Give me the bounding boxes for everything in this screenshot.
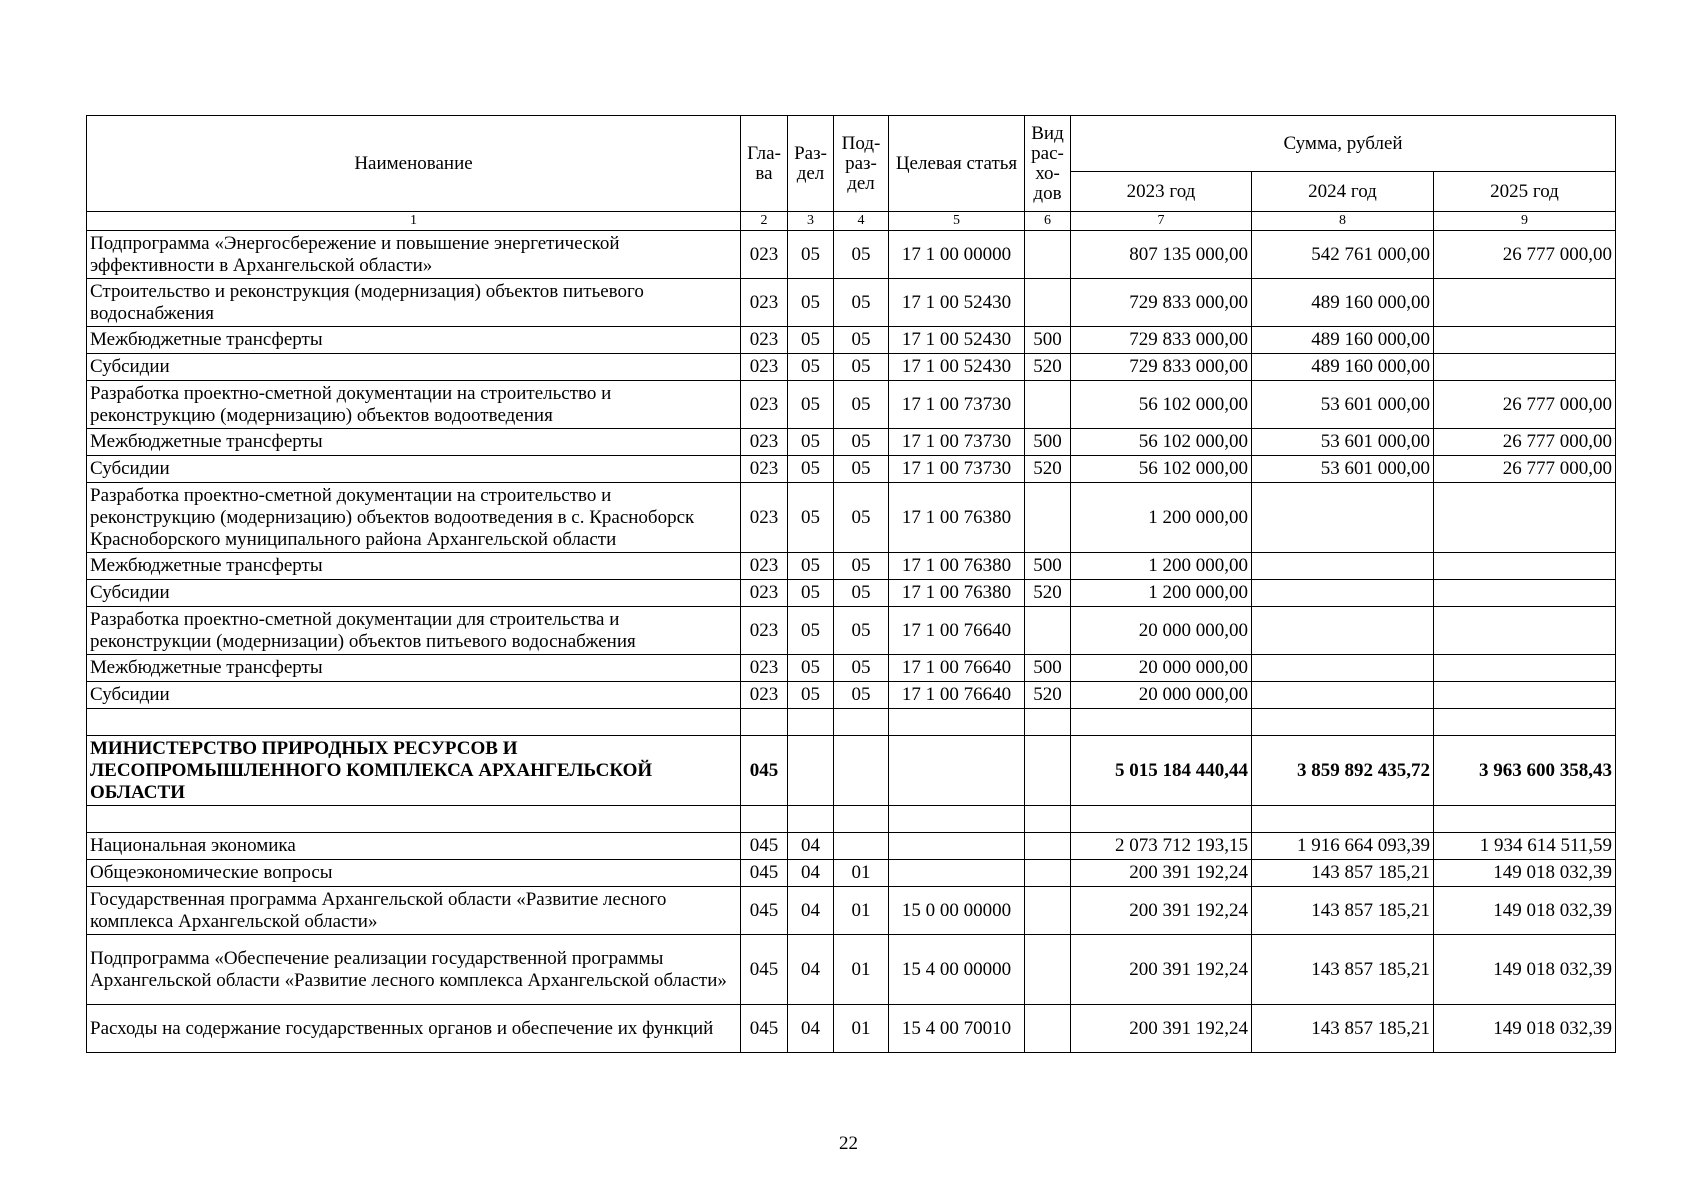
row-glava: 023 <box>741 682 788 709</box>
row-amount-2024: 489 160 000,00 <box>1252 279 1434 327</box>
table-row <box>87 429 1616 456</box>
row-vid <box>1025 736 1071 806</box>
row-podrazdel: 05 <box>834 553 889 580</box>
row-name: Межбюджетные трансферты <box>87 655 741 682</box>
row-name: Межбюджетные трансферты <box>87 429 741 456</box>
row-vid: 500 <box>1025 655 1071 682</box>
table-row <box>87 682 1616 709</box>
row-vid <box>1025 709 1071 736</box>
row-amount-2025 <box>1434 354 1616 381</box>
row-glava <box>741 709 788 736</box>
table-row <box>87 709 1616 736</box>
row-amount-2023: 729 833 000,00 <box>1071 354 1252 381</box>
row-target: 17 1 00 00000 <box>889 231 1025 279</box>
page-number: 22 <box>839 1133 858 1154</box>
table-header <box>87 116 1616 231</box>
row-razdel: 05 <box>788 327 834 354</box>
row-podrazdel: 05 <box>834 483 889 553</box>
row-target <box>889 736 1025 806</box>
row-name: Строительство и реконструкция (модернизация) объектов питьевого водоснабжения <box>87 279 741 327</box>
row-name: Разработка проектно-сметной документации на строительство и реконструкцию (модернизацию) объектов водоотведения в с. Красноборск Красноборского муниципального района Архангельской области <box>87 483 741 553</box>
row-amount-2025 <box>1434 709 1616 736</box>
row-amount-2024: 53 601 000,00 <box>1252 456 1434 483</box>
row-name: Субсидии <box>87 354 741 381</box>
row-podrazdel: 05 <box>834 429 889 456</box>
table-row <box>87 1005 1616 1053</box>
row-name: Субсидии <box>87 580 741 607</box>
table-row <box>87 887 1616 935</box>
row-vid <box>1025 1005 1071 1053</box>
row-vid <box>1025 935 1071 1005</box>
table-row <box>87 833 1616 860</box>
row-amount-2025 <box>1434 607 1616 655</box>
row-amount-2024: 143 857 185,21 <box>1252 887 1434 935</box>
table-row <box>87 607 1616 655</box>
row-name: Государственная программа Архангельской области «Развитие лесного комплекса Архангельской области» <box>87 887 741 935</box>
row-podrazdel: 05 <box>834 231 889 279</box>
row-amount-2024: 143 857 185,21 <box>1252 860 1434 887</box>
row-glava: 023 <box>741 231 788 279</box>
row-name: Разработка проектно-сметной документации для строительства и реконструкции (модернизации) объектов питьевого водоснабжения <box>87 607 741 655</box>
row-razdel: 05 <box>788 553 834 580</box>
row-podrazdel: 01 <box>834 935 889 1005</box>
row-amount-2023: 729 833 000,00 <box>1071 279 1252 327</box>
row-razdel: 05 <box>788 580 834 607</box>
row-vid: 500 <box>1025 553 1071 580</box>
row-target: 15 0 00 00000 <box>889 887 1025 935</box>
row-amount-2025 <box>1434 655 1616 682</box>
row-razdel <box>788 806 834 833</box>
row-podrazdel <box>834 833 889 860</box>
row-amount-2025 <box>1434 553 1616 580</box>
row-vid: 500 <box>1025 327 1071 354</box>
row-target <box>889 860 1025 887</box>
row-glava: 023 <box>741 607 788 655</box>
row-amount-2025: 26 777 000,00 <box>1434 231 1616 279</box>
row-razdel: 04 <box>788 833 834 860</box>
row-amount-2025 <box>1434 483 1616 553</box>
row-glava: 045 <box>741 935 788 1005</box>
header-podrazdel: Под-раз-дел <box>834 116 889 212</box>
row-amount-2024 <box>1252 607 1434 655</box>
row-amount-2024: 489 160 000,00 <box>1252 327 1434 354</box>
row-glava: 023 <box>741 354 788 381</box>
row-razdel: 05 <box>788 483 834 553</box>
row-podrazdel: 05 <box>834 327 889 354</box>
row-amount-2024: 542 761 000,00 <box>1252 231 1434 279</box>
row-glava: 045 <box>741 860 788 887</box>
row-vid: 520 <box>1025 354 1071 381</box>
row-amount-2024: 1 916 664 093,39 <box>1252 833 1434 860</box>
column-number: 6 <box>1025 212 1071 231</box>
row-name: Общеэкономические вопросы <box>87 860 741 887</box>
row-target: 17 1 00 76380 <box>889 553 1025 580</box>
row-vid <box>1025 806 1071 833</box>
row-amount-2023: 5 015 184 440,44 <box>1071 736 1252 806</box>
row-vid <box>1025 607 1071 655</box>
row-razdel: 05 <box>788 354 834 381</box>
row-target: 17 1 00 52430 <box>889 279 1025 327</box>
column-number: 4 <box>834 212 889 231</box>
row-amount-2023: 200 391 192,24 <box>1071 887 1252 935</box>
row-name: Субсидии <box>87 682 741 709</box>
header-sum: Сумма, рублей <box>1071 116 1616 172</box>
row-target: 17 1 00 76380 <box>889 483 1025 553</box>
row-amount-2025: 26 777 000,00 <box>1434 381 1616 429</box>
row-name: МИНИСТЕРСТВО ПРИРОДНЫХ РЕСУРСОВ И ЛЕСОПРОМЫШЛЕННОГО КОМПЛЕКСА АРХАНГЕЛЬСКОЙ ОБЛАСТИ <box>87 736 741 806</box>
row-amount-2023: 56 102 000,00 <box>1071 456 1252 483</box>
row-glava: 023 <box>741 456 788 483</box>
table-row <box>87 860 1616 887</box>
table-row <box>87 483 1616 553</box>
table-row <box>87 354 1616 381</box>
row-podrazdel <box>834 709 889 736</box>
row-amount-2025: 149 018 032,39 <box>1434 860 1616 887</box>
row-target: 17 1 00 76380 <box>889 580 1025 607</box>
row-amount-2023: 2 073 712 193,15 <box>1071 833 1252 860</box>
row-podrazdel: 05 <box>834 279 889 327</box>
row-target: 17 1 00 52430 <box>889 327 1025 354</box>
row-glava: 023 <box>741 553 788 580</box>
row-amount-2023: 20 000 000,00 <box>1071 655 1252 682</box>
row-amount-2023: 1 200 000,00 <box>1071 553 1252 580</box>
table-row <box>87 279 1616 327</box>
table-row <box>87 935 1616 1005</box>
row-razdel: 05 <box>788 231 834 279</box>
row-vid: 520 <box>1025 580 1071 607</box>
row-razdel: 05 <box>788 279 834 327</box>
header-target: Целевая статья <box>889 116 1025 212</box>
row-podrazdel: 01 <box>834 860 889 887</box>
row-amount-2023: 56 102 000,00 <box>1071 381 1252 429</box>
row-name: Межбюджетные трансферты <box>87 553 741 580</box>
column-number: 9 <box>1434 212 1616 231</box>
row-razdel: 05 <box>788 655 834 682</box>
row-podrazdel <box>834 806 889 833</box>
row-podrazdel <box>834 736 889 806</box>
row-name <box>87 709 741 736</box>
row-amount-2023 <box>1071 806 1252 833</box>
row-name: Межбюджетные трансферты <box>87 327 741 354</box>
row-razdel: 05 <box>788 456 834 483</box>
row-amount-2025 <box>1434 806 1616 833</box>
row-glava: 045 <box>741 736 788 806</box>
table-row <box>87 655 1616 682</box>
row-target: 17 1 00 73730 <box>889 381 1025 429</box>
row-name: Национальная экономика <box>87 833 741 860</box>
row-amount-2025 <box>1434 279 1616 327</box>
row-amount-2024 <box>1252 655 1434 682</box>
header-glava: Гла-ва <box>741 116 788 212</box>
row-target: 17 1 00 76640 <box>889 655 1025 682</box>
table-row <box>87 553 1616 580</box>
row-vid: 520 <box>1025 682 1071 709</box>
row-vid: 520 <box>1025 456 1071 483</box>
row-amount-2025: 1 934 614 511,59 <box>1434 833 1616 860</box>
row-amount-2024 <box>1252 580 1434 607</box>
row-podrazdel: 05 <box>834 580 889 607</box>
row-amount-2024: 53 601 000,00 <box>1252 381 1434 429</box>
row-amount-2024: 53 601 000,00 <box>1252 429 1434 456</box>
column-number: 2 <box>741 212 788 231</box>
row-target <box>889 806 1025 833</box>
header-name: Наименование <box>87 116 741 212</box>
row-amount-2024: 143 857 185,21 <box>1252 935 1434 1005</box>
row-razdel: 05 <box>788 607 834 655</box>
table-body <box>87 231 1616 1053</box>
row-glava: 045 <box>741 1005 788 1053</box>
row-glava: 023 <box>741 381 788 429</box>
column-number: 8 <box>1252 212 1434 231</box>
row-name: Подпрограмма «Обеспечение реализации государственной программы Архангельской области «Развитие лесного комплекса Архангельской области» <box>87 935 741 1005</box>
row-target: 17 1 00 76640 <box>889 682 1025 709</box>
row-amount-2025: 149 018 032,39 <box>1434 935 1616 1005</box>
table-row <box>87 381 1616 429</box>
row-amount-2025: 26 777 000,00 <box>1434 429 1616 456</box>
row-amount-2025: 3 963 600 358,43 <box>1434 736 1616 806</box>
row-amount-2025: 149 018 032,39 <box>1434 887 1616 935</box>
table-row <box>87 736 1616 806</box>
row-razdel: 05 <box>788 381 834 429</box>
row-target: 17 1 00 52430 <box>889 354 1025 381</box>
row-glava: 023 <box>741 483 788 553</box>
row-podrazdel: 05 <box>834 456 889 483</box>
row-amount-2024 <box>1252 709 1434 736</box>
row-glava: 023 <box>741 580 788 607</box>
row-target: 15 4 00 00000 <box>889 935 1025 1005</box>
row-amount-2023: 200 391 192,24 <box>1071 860 1252 887</box>
budget-table <box>86 115 1616 1053</box>
row-target: 17 1 00 76640 <box>889 607 1025 655</box>
row-amount-2023: 200 391 192,24 <box>1071 1005 1252 1053</box>
row-glava: 023 <box>741 429 788 456</box>
column-number: 7 <box>1071 212 1252 231</box>
row-amount-2023: 1 200 000,00 <box>1071 483 1252 553</box>
row-amount-2023: 1 200 000,00 <box>1071 580 1252 607</box>
column-number: 3 <box>788 212 834 231</box>
row-name <box>87 806 741 833</box>
row-amount-2023: 729 833 000,00 <box>1071 327 1252 354</box>
row-target <box>889 833 1025 860</box>
row-target <box>889 709 1025 736</box>
header-vid: Вид рас-хо-дов <box>1025 116 1071 212</box>
row-vid <box>1025 833 1071 860</box>
row-vid <box>1025 381 1071 429</box>
row-vid <box>1025 231 1071 279</box>
header-year-2024: 2024 год <box>1252 172 1434 212</box>
row-vid <box>1025 860 1071 887</box>
row-amount-2024 <box>1252 806 1434 833</box>
row-glava: 023 <box>741 327 788 354</box>
row-name: Разработка проектно-сметной документации на строительство и реконструкцию (модернизацию) объектов водоотведения <box>87 381 741 429</box>
row-podrazdel: 05 <box>834 682 889 709</box>
row-target: 15 4 00 70010 <box>889 1005 1025 1053</box>
row-vid <box>1025 279 1071 327</box>
row-podrazdel: 05 <box>834 381 889 429</box>
table-row <box>87 327 1616 354</box>
row-amount-2024 <box>1252 553 1434 580</box>
table-row <box>87 456 1616 483</box>
row-podrazdel: 01 <box>834 1005 889 1053</box>
row-podrazdel: 05 <box>834 655 889 682</box>
row-amount-2025 <box>1434 580 1616 607</box>
row-amount-2023: 20 000 000,00 <box>1071 682 1252 709</box>
table-row <box>87 806 1616 833</box>
row-vid <box>1025 483 1071 553</box>
row-amount-2024: 143 857 185,21 <box>1252 1005 1434 1053</box>
row-razdel: 04 <box>788 1005 834 1053</box>
row-amount-2025: 26 777 000,00 <box>1434 456 1616 483</box>
row-podrazdel: 01 <box>834 887 889 935</box>
row-razdel: 04 <box>788 887 834 935</box>
column-number: 5 <box>889 212 1025 231</box>
row-amount-2023: 56 102 000,00 <box>1071 429 1252 456</box>
row-amount-2023: 200 391 192,24 <box>1071 935 1252 1005</box>
row-razdel <box>788 736 834 806</box>
header-year-2023: 2023 год <box>1071 172 1252 212</box>
row-podrazdel: 05 <box>834 354 889 381</box>
row-glava: 045 <box>741 833 788 860</box>
row-amount-2024: 3 859 892 435,72 <box>1252 736 1434 806</box>
row-amount-2023: 807 135 000,00 <box>1071 231 1252 279</box>
row-target: 17 1 00 73730 <box>889 429 1025 456</box>
row-name: Расходы на содержание государственных органов и обеспечение их функций <box>87 1005 741 1053</box>
column-number-row <box>87 212 1616 231</box>
row-vid <box>1025 887 1071 935</box>
table-row <box>87 231 1616 279</box>
column-number: 1 <box>87 212 741 231</box>
row-name: Подпрограмма «Энергосбережение и повышение энергетической эффективности в Архангельской области» <box>87 231 741 279</box>
row-vid: 500 <box>1025 429 1071 456</box>
row-amount-2025 <box>1434 682 1616 709</box>
row-target: 17 1 00 73730 <box>889 456 1025 483</box>
row-amount-2024 <box>1252 483 1434 553</box>
header-razdel: Раз-дел <box>788 116 834 212</box>
row-amount-2024: 489 160 000,00 <box>1252 354 1434 381</box>
row-glava: 045 <box>741 887 788 935</box>
row-razdel: 05 <box>788 682 834 709</box>
row-amount-2025 <box>1434 327 1616 354</box>
row-glava <box>741 806 788 833</box>
header-year-2025: 2025 год <box>1434 172 1616 212</box>
row-amount-2025: 149 018 032,39 <box>1434 1005 1616 1053</box>
row-razdel: 04 <box>788 860 834 887</box>
row-glava: 023 <box>741 655 788 682</box>
row-razdel <box>788 709 834 736</box>
table-row <box>87 580 1616 607</box>
row-amount-2023 <box>1071 709 1252 736</box>
row-name: Субсидии <box>87 456 741 483</box>
row-razdel: 04 <box>788 935 834 1005</box>
row-glava: 023 <box>741 279 788 327</box>
row-podrazdel: 05 <box>834 607 889 655</box>
row-amount-2024 <box>1252 682 1434 709</box>
row-amount-2023: 20 000 000,00 <box>1071 607 1252 655</box>
row-razdel: 05 <box>788 429 834 456</box>
